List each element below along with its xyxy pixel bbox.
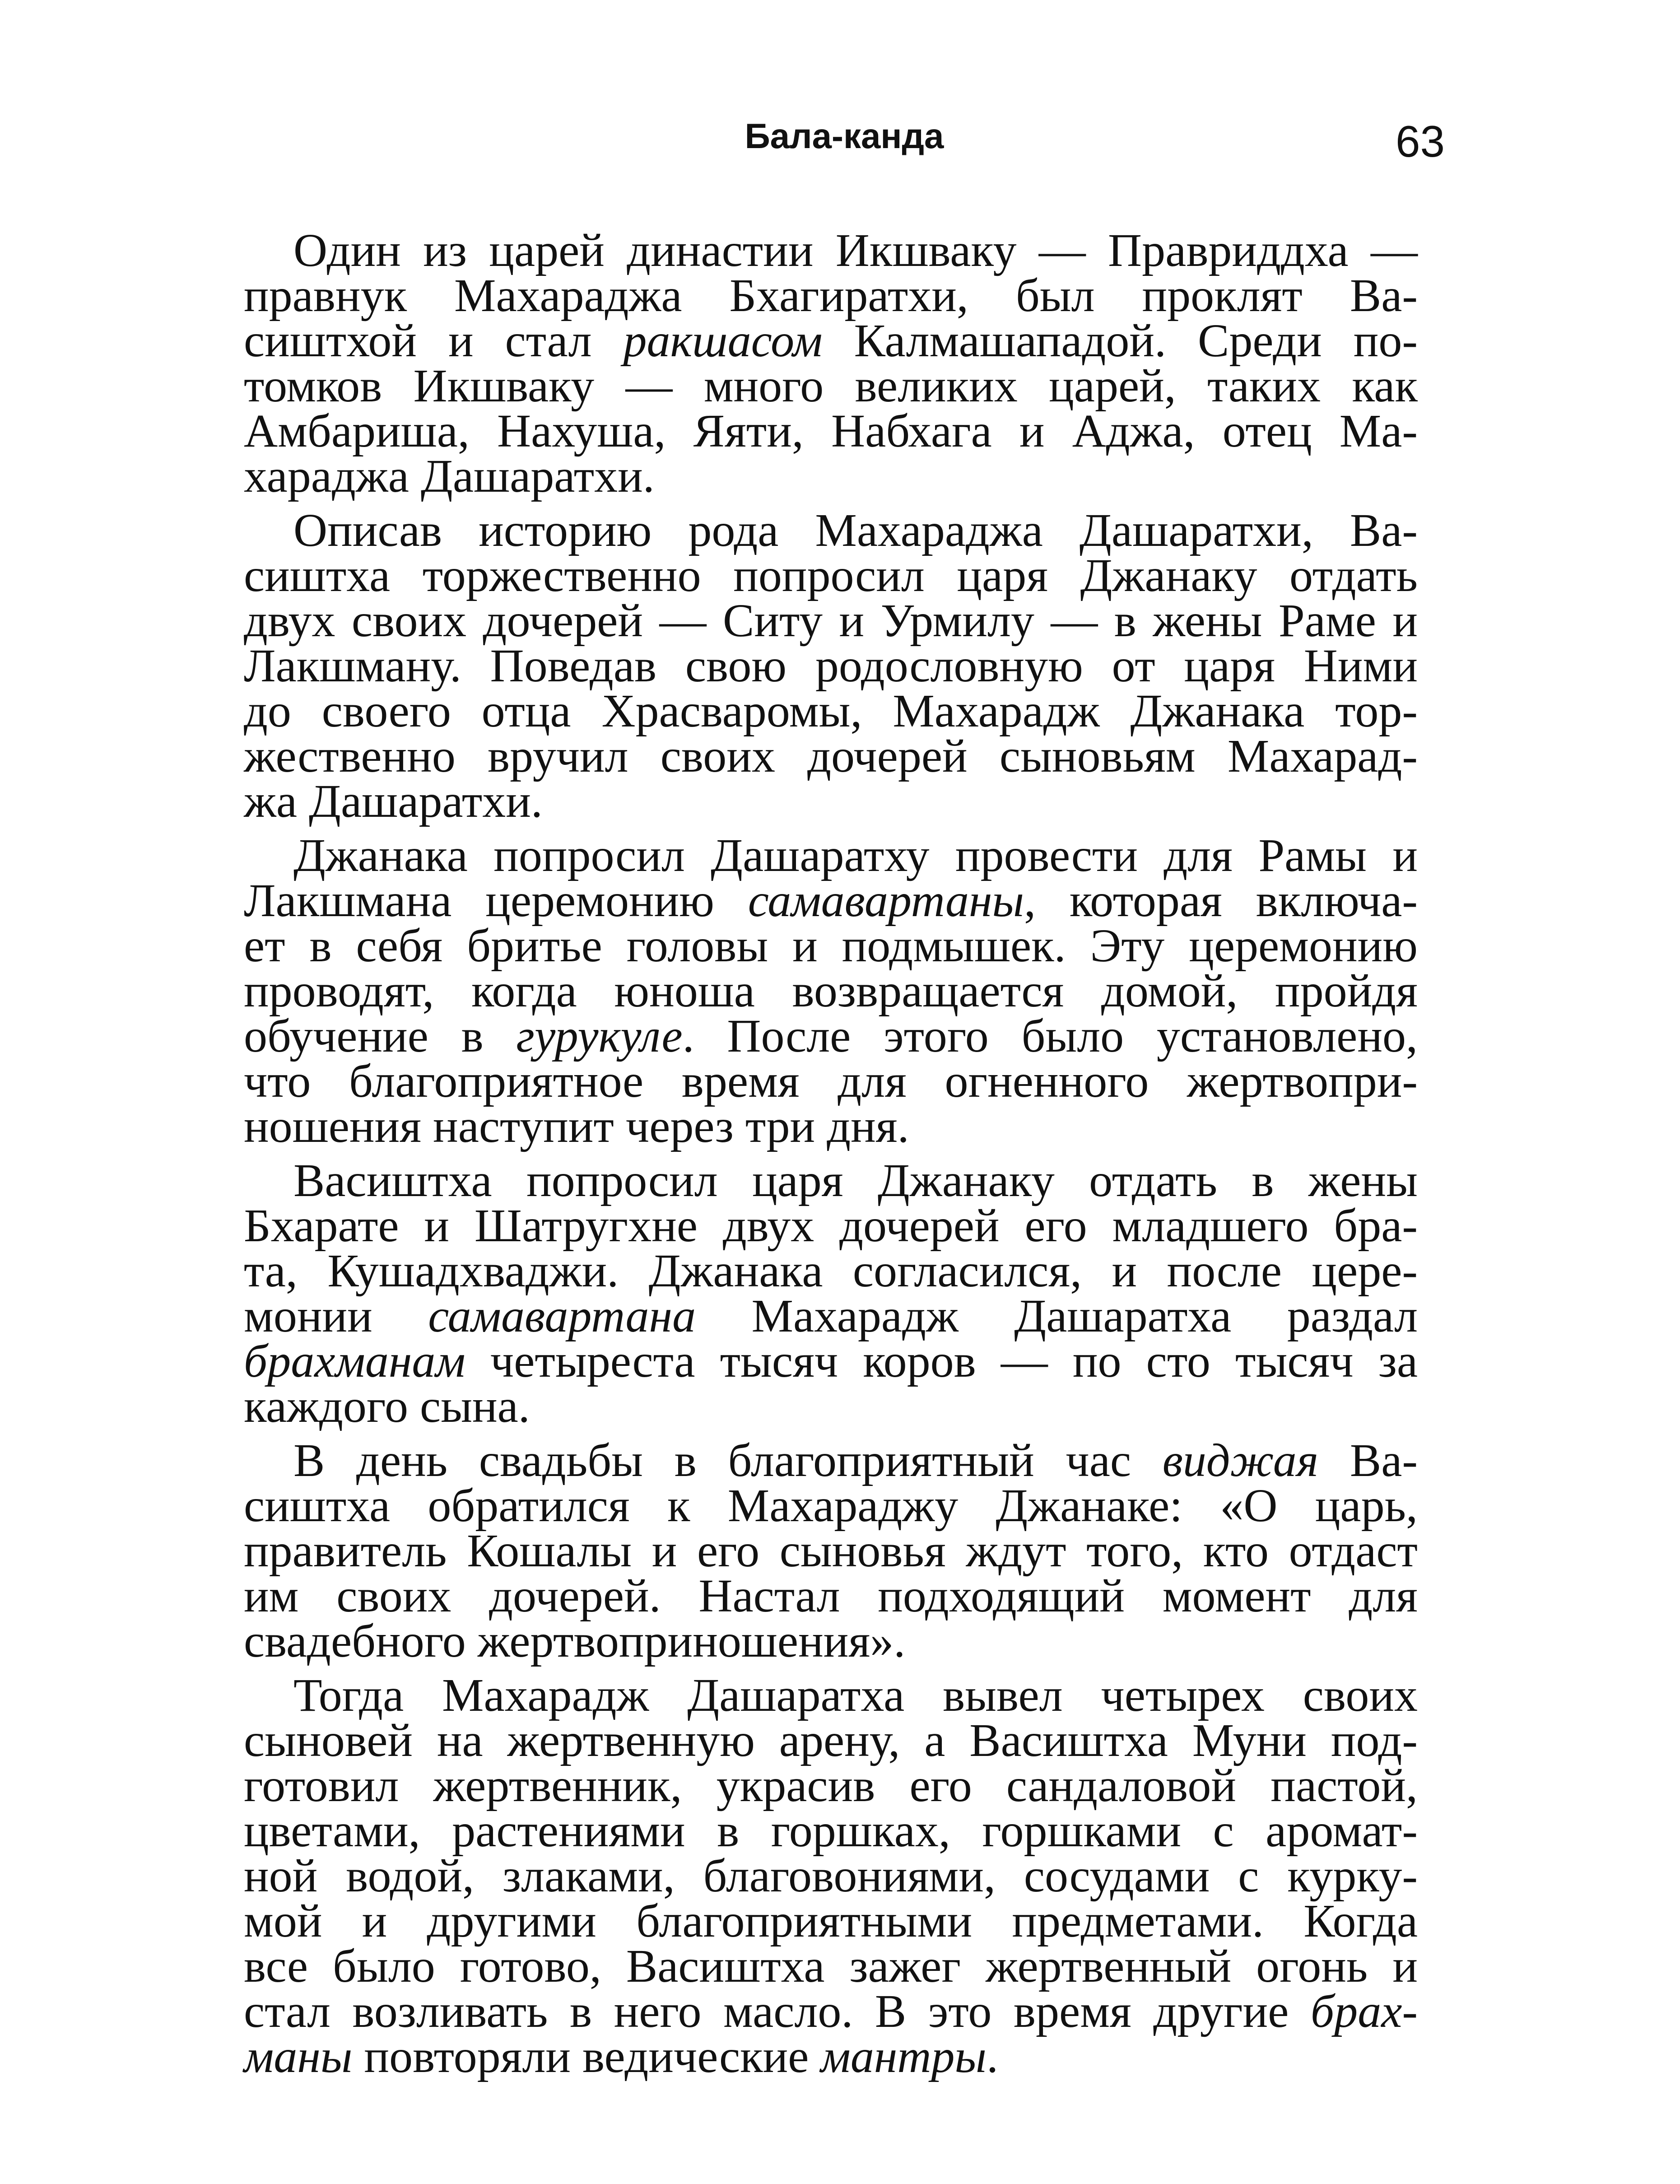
text-run: каждого сына. [244,1380,530,1432]
text-run: . [986,2030,998,2082]
text-line [244,685,1418,737]
text-run: цветами, растениями в горшках, горшками с аромат- [244,1805,1418,1857]
text-line [244,450,1418,502]
text-line [244,1940,1418,1992]
text-run: В день свадьбы в благоприятный час [293,1434,1163,1486]
text-run: Лакшмана церемонию [244,875,748,927]
italic-term: самавартана [428,1290,696,1342]
text-run: правитель Кошалы и его сыновья ждут того, кто отдаст [244,1525,1418,1577]
text-line [244,595,1418,647]
body-text [244,224,1418,2088]
text-run: монии [244,1290,428,1342]
text-line [244,1055,1418,1107]
text-run: Махарадж Дашаратха раздал [696,1290,1418,1342]
text-line [244,1100,1418,1152]
text-run: Амбариша, Нахуша, Яяти, Набхага и Аджа, отец Ма- [244,405,1418,457]
text-run: Один из царей династии Икшваку — Правриддха — [293,224,1418,276]
text-run: им своих дочерей. Настал подходящий момент для [244,1570,1418,1622]
text-run: Калмашападой. Среди по- [822,315,1418,367]
text-line [244,1714,1418,1766]
text-line [244,405,1418,457]
text-line [244,1669,1418,1721]
text-line [244,1434,1418,1486]
text-run: четыреста тысяч коров — по сто тысяч за [465,1335,1418,1387]
text-line [244,1850,1418,1902]
text-run: , которая включа- [1024,875,1418,927]
text-run: жественно вручил своих дочерей сыновьям Махарад- [244,730,1418,782]
text-line [244,2030,1418,2082]
text-run: Тогда Махарадж Дашаратха вывел четырех своих [293,1669,1418,1721]
text-line [244,1155,1418,1206]
text-run: ной водой, злаками, благовониями, сосудами с курку- [244,1850,1418,1902]
italic-term: самавартаны [748,875,1024,927]
italic-term: брахманам [244,1335,465,1387]
italic-term: мантры [820,2030,987,2082]
text-run: двух своих дочерей — Ситу и Урмилу — в жены Раме и [244,595,1418,647]
text-run: проводят, когда юноша возвращается домой, пройдя [244,965,1418,1017]
text-run: Описав историю рода Махараджа Дашаратхи, Ва- [293,504,1418,556]
paragraph [244,504,1418,827]
text-line [244,775,1418,827]
text-line [244,1335,1418,1387]
text-run: мой и другими благоприятными предметами. Когда [244,1895,1418,1947]
text-run: правнук Махараджа Бхагиратхи, был проклят Ва- [244,270,1418,321]
text-line [244,1570,1418,1622]
text-run: до своего отца Храсваромы, Махарадж Джанака тор- [244,685,1418,737]
text-line [244,1615,1418,1667]
paragraph [244,1155,1418,1432]
text-run: томков Икшваку — много великих царей, таких как [244,360,1418,412]
paragraph [244,1669,1418,2082]
text-run: . После этого было установлено, [682,1010,1418,1062]
text-line [244,1760,1418,1811]
text-line [244,1805,1418,1857]
text-line [244,1245,1418,1297]
text-line [244,1290,1418,1342]
text-run: стал возливать в него масло. В это время другие [244,1985,1311,2037]
text-run: ет в себя бритье головы и подмышек. Эту церемонию [244,920,1418,972]
text-run: повторяли ведические [352,2030,821,2082]
text-line [244,224,1418,276]
text-line [244,360,1418,412]
text-line [244,640,1418,692]
text-run: Бхарате и Шатругхне двух дочерей его младшего бра- [244,1200,1418,1252]
italic-term: гурукуле [516,1010,683,1062]
text-line [244,1200,1418,1252]
text-run: свадебного жертвоприношения». [244,1615,906,1667]
text-run: обучение в [244,1010,517,1062]
text-line [244,829,1418,881]
page-number: 63 [1395,116,1445,166]
text-run: ношения наступит через три дня. [244,1100,909,1152]
text-line [244,270,1418,321]
text-run: все было готово, Васиштха зажег жертвенный огонь и [244,1940,1418,1992]
text-run: та, Кушадхваджи. Джанака согласился, и после цере- [244,1245,1418,1297]
text-line [244,1380,1418,1432]
text-line [244,1525,1418,1577]
text-line [244,1480,1418,1532]
text-line [244,1985,1418,2037]
text-run: жа Дашаратхи. [244,775,543,827]
paragraph [244,829,1418,1152]
text-run: Ва- [1318,1434,1418,1486]
running-head-title: Бала-канда [745,116,944,156]
text-line [244,730,1418,782]
text-run: сиштха торжественно попросил царя Джанаку отдать [244,549,1418,601]
italic-term: маны [244,2030,353,2082]
text-run: что благоприятное время для огненного жертвопри- [244,1055,1418,1107]
text-line [244,965,1418,1017]
text-line [244,549,1418,601]
italic-term: брах- [1310,1985,1418,2037]
italic-term: ракшасом [623,315,823,367]
text-line [244,1010,1418,1062]
text-run: Джанака попросил Дашаратху провести для Рамы и [293,829,1418,881]
text-run: Лакшману. Поведав свою родословную от царя Ними [244,640,1418,692]
text-run: хараджа Дашаратхи. [244,450,655,502]
text-line [244,504,1418,556]
text-run: сиштхой и стал [244,315,624,367]
text-line [244,920,1418,972]
text-line [244,315,1418,367]
text-run: Васиштха попросил царя Джанаку отдать в жены [293,1155,1418,1206]
paragraph [244,224,1418,502]
text-line [244,1895,1418,1947]
paragraph [244,1434,1418,1667]
text-run: сыновей на жертвенную арену, а Васиштха Муни под- [244,1714,1418,1766]
text-run: готовил жертвенник, украсив его сандаловой пастой, [244,1760,1418,1811]
text-line [244,875,1418,927]
italic-term: виджая [1162,1434,1319,1486]
text-run: сиштха обратился к Махараджу Джанаке: «О царь, [244,1480,1418,1532]
